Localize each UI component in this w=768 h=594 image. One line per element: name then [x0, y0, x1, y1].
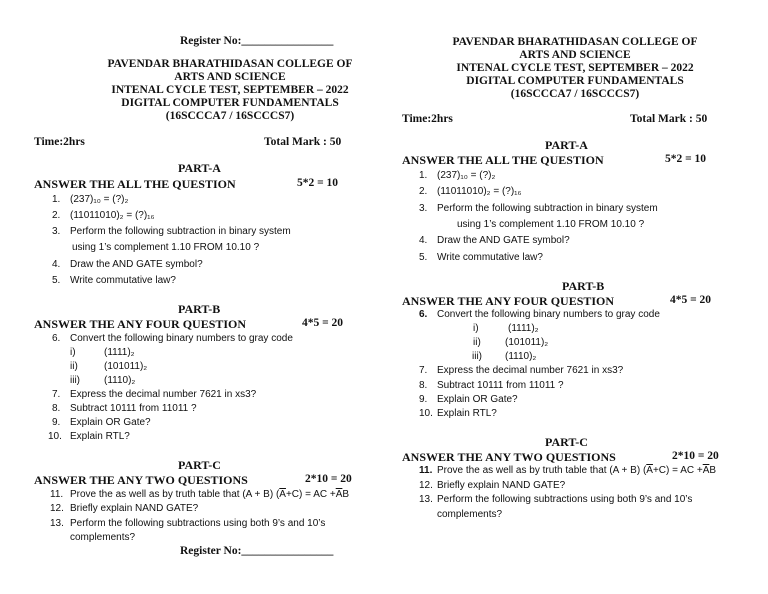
- question-text: (237)₁₀ = (?)₂: [70, 194, 129, 205]
- part-a-instruction: ANSWER THE ALL THE QUESTION: [402, 153, 604, 167]
- total-mark: Total Mark : 50: [630, 113, 708, 125]
- sub-text: (1111)₂: [104, 347, 135, 358]
- q-number: 13.: [50, 518, 64, 529]
- question-text: Draw the AND GATE symbol?: [437, 235, 570, 246]
- q-number: 7.: [419, 365, 428, 376]
- q-number: 1.: [419, 170, 428, 181]
- q11-a-bar: $\overline{A}$: [646, 465, 653, 476]
- q-number: 2.: [419, 186, 428, 197]
- q11-text-end: B: [709, 465, 717, 476]
- part-a-instruction: ANSWER THE ALL THE QUESTION: [34, 177, 236, 191]
- question-text: Express the decimal number 7621 in xs3?: [70, 389, 257, 400]
- question-text: complements?: [70, 532, 136, 543]
- sub-number: ii): [473, 337, 481, 348]
- q11-a-bar-2: $\overline{A}$: [702, 465, 710, 476]
- question-text: Write commutative law?: [70, 275, 176, 286]
- part-c-marks: 2*10 = 20: [305, 473, 352, 485]
- question-text: complements?: [437, 509, 503, 520]
- q11-text-end: B: [342, 489, 350, 500]
- time-label: Time:2hrs: [34, 136, 85, 148]
- question-text: Explain OR Gate?: [437, 394, 518, 405]
- question-text: (11011010)₂ = (?)₁₆: [437, 186, 522, 197]
- question-text: using 1’s complement 1.10 FROM 10.10 ?: [72, 242, 260, 253]
- question-text: Perform the following subtraction in binary system: [437, 203, 658, 214]
- question-text: Subtract 10111 from 11011 ?: [70, 403, 197, 414]
- part-b-marks: 4*5 = 20: [670, 294, 712, 306]
- q11-text-start: Prove the as well as by truth table that (A + B) (: [437, 465, 647, 476]
- q-number: 1.: [52, 194, 61, 205]
- question-text: Subtract 10111 from 11011 ?: [437, 380, 564, 391]
- question-text: Draw the AND GATE symbol?: [70, 259, 203, 270]
- question-text: Convert the following binary numbers to gray code: [70, 333, 293, 344]
- course-code: (16SCCCA7 / 16SCCCS7): [165, 110, 295, 122]
- sub-text: (101011)₂: [505, 337, 549, 348]
- q-number: 4.: [52, 259, 61, 270]
- part-b-title: PART-B: [178, 302, 221, 316]
- part-a-title: PART-A: [545, 138, 588, 152]
- q-number: 4.: [419, 235, 428, 246]
- q-number: 6.: [419, 309, 428, 320]
- sub-number: iii): [70, 375, 80, 386]
- q-number: 7.: [52, 389, 61, 400]
- q11-a-bar-2: $\overline{A}$: [335, 489, 343, 500]
- question-text: Briefly explain NAND GATE?: [70, 503, 199, 514]
- subject-title: DIGITAL COMPUTER FUNDAMENTALS: [466, 75, 684, 87]
- q-number: 12.: [419, 480, 433, 491]
- part-c-title: PART-C: [178, 458, 221, 472]
- college-name-2: ARTS AND SCIENCE: [174, 71, 286, 83]
- sub-text: (1110)₂: [104, 375, 136, 386]
- q-number: 3.: [419, 203, 428, 214]
- q-number: 12.: [50, 503, 64, 514]
- q-number: 9.: [52, 417, 61, 428]
- college-name: PAVENDAR BHARATHIDASAN COLLEGE OF: [107, 58, 353, 70]
- q-number: 5.: [52, 275, 61, 286]
- question-text: Write commutative law?: [437, 252, 543, 263]
- total-mark: Total Mark : 50: [264, 136, 342, 148]
- q11-text-start: Prove the as well as by truth table that (A + B) (: [70, 489, 280, 500]
- part-b-instruction: ANSWER THE ANY FOUR QUESTION: [34, 317, 247, 331]
- sub-text: (101011)₂: [104, 361, 148, 372]
- course-code: (16SCCCA7 / 16SCCCS7): [510, 88, 640, 100]
- part-c-instruction: ANSWER THE ANY TWO QUESTIONS: [34, 473, 248, 487]
- q-number: 8.: [52, 403, 61, 414]
- test-title: INTENAL CYCLE TEST, SEPTEMBER – 2022: [111, 84, 349, 96]
- sub-number: iii): [472, 351, 482, 362]
- question-text: using 1’s complement 1.10 FROM 10.10 ?: [457, 219, 645, 230]
- q-number: 8.: [419, 380, 428, 391]
- sub-number: ii): [70, 361, 78, 372]
- part-a-marks: 5*2 = 10: [297, 177, 339, 189]
- part-a-marks: 5*2 = 10: [665, 153, 707, 165]
- register-label-top: Register No:________________: [180, 35, 334, 47]
- sub-number: i): [70, 347, 76, 358]
- q11-text-mid: +C) = AC +: [652, 465, 703, 476]
- q-number: 13.: [419, 494, 433, 505]
- question-text: Explain OR Gate?: [70, 417, 151, 428]
- question-text: [437, 465, 716, 476]
- part-c-title: PART-C: [545, 435, 588, 449]
- question-text: (11011010)₂ = (?)₁₆: [70, 210, 155, 221]
- q-number: 6.: [52, 333, 61, 344]
- register-label-bottom: Register No:________________: [180, 545, 334, 557]
- question-text: Explain RTL?: [437, 408, 497, 419]
- subject-title: DIGITAL COMPUTER FUNDAMENTALS: [121, 97, 339, 109]
- test-title: INTENAL CYCLE TEST, SEPTEMBER – 2022: [456, 62, 694, 74]
- part-c-marks: 2*10 = 20: [672, 450, 719, 462]
- sub-text: (1110)₂: [505, 351, 537, 362]
- q-number: 11.: [419, 465, 433, 476]
- q-number: 5.: [419, 252, 428, 263]
- question-text: Explain RTL?: [70, 431, 130, 442]
- q-number: 2.: [52, 210, 61, 221]
- time-label: Time:2hrs: [402, 113, 453, 125]
- question-text: Briefly explain NAND GATE?: [437, 480, 566, 491]
- question-text: (237)₁₀ = (?)₂: [437, 170, 496, 181]
- part-b-title: PART-B: [562, 279, 605, 293]
- q11-text-mid: +C) = AC +: [285, 489, 336, 500]
- q-number: 11.: [50, 489, 64, 500]
- question-text: Convert the following binary numbers to gray code: [437, 309, 660, 320]
- q-number: 9.: [419, 394, 428, 405]
- q-number: 3.: [52, 226, 61, 237]
- sub-text: (1111)₂: [508, 323, 539, 334]
- question-text: Perform the following subtractions using both 9’s and 10’s: [437, 494, 693, 505]
- question-text: Express the decimal number 7621 in xs3?: [437, 365, 624, 376]
- college-name: PAVENDAR BHARATHIDASAN COLLEGE OF: [452, 36, 698, 48]
- part-b-marks: 4*5 = 20: [302, 317, 344, 329]
- college-name-2: ARTS AND SCIENCE: [519, 49, 631, 61]
- q-number: 10.: [419, 408, 433, 419]
- question-text: Perform the following subtraction in binary system: [70, 226, 291, 237]
- q-number: 10.: [48, 431, 62, 442]
- question-text: Perform the following subtractions using both 9’s and 10’s: [70, 518, 326, 529]
- part-b-instruction: ANSWER THE ANY FOUR QUESTION: [402, 294, 615, 308]
- q11-a-bar: $\overline{A}$: [279, 489, 286, 500]
- sub-number: i): [473, 323, 479, 334]
- part-c-instruction: ANSWER THE ANY TWO QUESTIONS: [402, 450, 616, 464]
- part-a-title: PART-A: [178, 161, 221, 175]
